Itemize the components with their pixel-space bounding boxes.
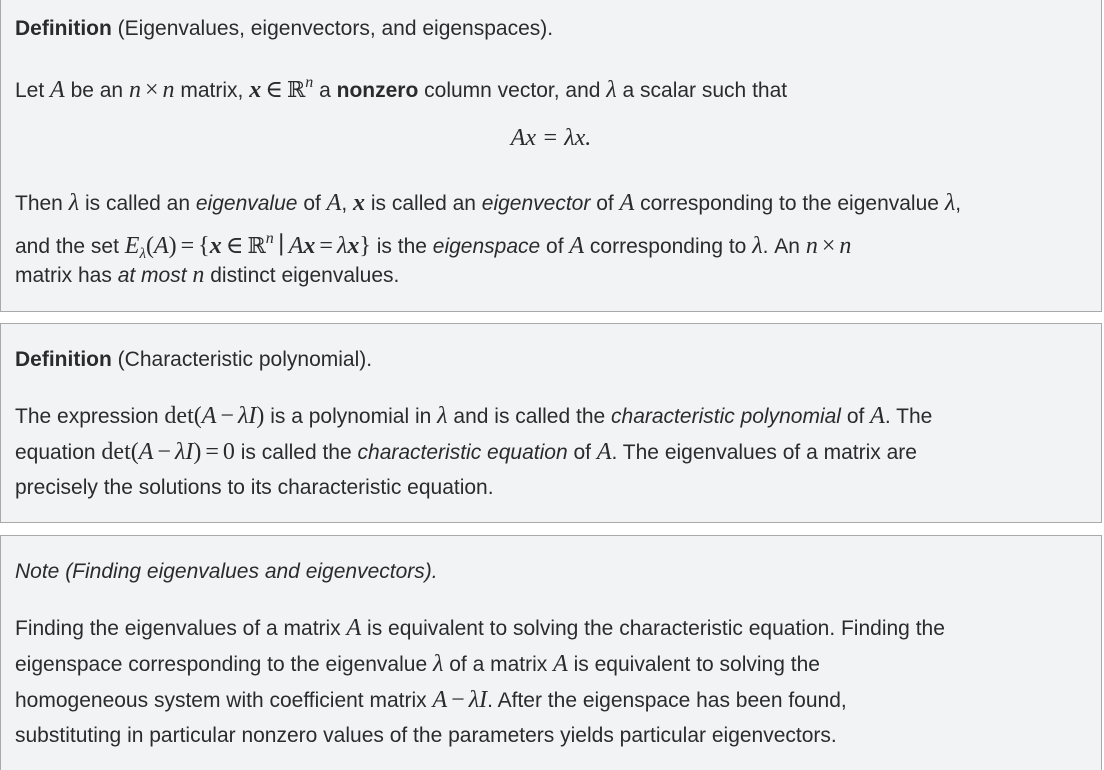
text: be an — [70, 79, 124, 102]
paragraph-line — [15, 474, 494, 502]
math-x: x — [209, 233, 222, 259]
text: of — [846, 405, 865, 428]
math-A: A — [201, 403, 217, 429]
math-in: ∈ — [225, 233, 244, 259]
text: precisely the solutions to its characteristic equation. — [15, 476, 494, 499]
heading-title: (Eigenvalues, eigenvectors, and eigenspaces). — [117, 17, 554, 40]
text: . The eigenvalues of a matrix are — [611, 441, 917, 464]
math-n: n — [265, 230, 274, 247]
math-det: det — [101, 439, 131, 465]
math-I: I — [479, 687, 488, 713]
text: Finding the eigenvalues of a matrix — [15, 617, 341, 640]
math-lambda: λ — [237, 403, 249, 429]
heading-title: (Characteristic polynomial). — [117, 348, 373, 371]
math-minus: − — [451, 687, 465, 713]
math-x: x — [347, 233, 360, 259]
math-in: ∈ — [265, 77, 283, 103]
text: eigenspace corresponding to the eigenvalue — [15, 653, 428, 676]
math-A: A — [288, 233, 304, 259]
text: column vector, and — [424, 79, 601, 102]
text: , — [955, 192, 962, 215]
paragraph-line: and the set $E_\lambda(A) = \{x$ ∈ ℝ$^n$ ∣ Ax = λx} is the eigenspace of A corresponding to λ. An n × n — [15, 230, 852, 262]
text-bold: nonzero — [336, 79, 419, 102]
text-italic: characteristic polynomial — [611, 405, 841, 428]
math-lambda: λ — [432, 651, 444, 677]
math-det: det — [164, 403, 194, 429]
text: is a polynomial in — [270, 405, 432, 428]
math-n: n — [805, 233, 818, 259]
text: is the — [376, 235, 427, 258]
math-eq: = — [180, 233, 195, 259]
text: of — [546, 235, 564, 258]
text: is called an — [84, 192, 191, 215]
text: Let — [15, 79, 45, 102]
math-A: A — [870, 403, 885, 429]
math-lambda: λ — [336, 233, 348, 259]
math-times: × — [144, 77, 159, 103]
definition-eigen-box — [0, 0, 1102, 312]
text: of — [596, 192, 614, 215]
math-n: n — [192, 262, 205, 288]
text: is equivalent to solving the characteristic equation. Finding the — [367, 617, 945, 640]
note-finding-box — [0, 535, 1102, 770]
math-n: n — [162, 77, 175, 103]
text: homogeneous system with coefficient matrix — [15, 689, 427, 712]
block-heading — [15, 558, 438, 586]
text-italic: eigenspace — [432, 235, 541, 258]
math-bar: ∣ — [277, 233, 285, 259]
paragraph-line — [15, 686, 847, 715]
math-eq: = — [205, 439, 219, 465]
math-zero: 0 — [222, 439, 235, 465]
math-n: n — [839, 233, 852, 259]
text: . After the eigenspace has been found, — [487, 689, 847, 712]
paragraph-line — [15, 189, 961, 218]
text-italic: eigenvalue — [195, 192, 298, 215]
text: and the set — [15, 235, 119, 258]
math-x: x — [303, 233, 316, 259]
paragraph-line — [15, 261, 399, 290]
heading-label: Definition — [15, 17, 112, 40]
text: Then — [15, 192, 63, 215]
math-A: A — [619, 190, 635, 216]
math-A: A — [569, 233, 585, 259]
text: a — [319, 79, 331, 102]
math-A: A — [153, 233, 169, 259]
text: corresponding to the eigenvalue — [640, 192, 939, 215]
math-A: A — [553, 651, 568, 677]
math-lambda: λ — [139, 246, 146, 262]
text: and is called the — [453, 405, 606, 428]
text-italic: at most — [117, 264, 187, 287]
math-I: I — [185, 439, 194, 465]
text: of — [303, 192, 321, 215]
text: is called an — [370, 192, 476, 215]
text: is called the — [240, 441, 352, 464]
text: is equivalent to solving the — [573, 653, 820, 676]
paragraph-line — [15, 69, 787, 105]
math-lambda: λ — [174, 439, 186, 465]
math-minus: − — [220, 403, 234, 429]
block-heading — [15, 15, 553, 43]
text: The expression — [15, 405, 159, 428]
text-italic: characteristic equation — [357, 441, 568, 464]
block-heading — [15, 346, 372, 374]
text: substituting in particular nonzero values of the parameters yields particular eigenvectors. — [15, 724, 837, 747]
text: . The — [884, 405, 933, 428]
math-A: A — [432, 687, 448, 713]
math-A: A — [346, 615, 362, 641]
text-italic: eigenvector — [481, 192, 591, 215]
paragraph-line — [15, 614, 945, 643]
math-eq: = — [319, 233, 333, 259]
text: of — [573, 441, 591, 464]
math-lambda: λ — [468, 687, 480, 713]
math-lambda: λ — [68, 190, 80, 216]
math-minus: − — [157, 439, 171, 465]
paragraph-line — [15, 722, 837, 750]
equation-display: Ax = λx. — [510, 125, 592, 151]
text: corresponding to — [589, 235, 747, 258]
text: distinct eigenvalues. — [210, 264, 400, 287]
math-A: A — [138, 439, 154, 465]
math-A: A — [50, 77, 65, 103]
math-lambda: λ — [752, 233, 763, 259]
text: . An — [762, 235, 800, 258]
paragraph-line — [15, 650, 820, 679]
math-n: n — [128, 77, 141, 103]
math-R: ℝ — [247, 234, 266, 259]
math-x: x — [249, 77, 262, 103]
heading-title: Note (Finding eigenvalues and eigenvectors). — [15, 560, 438, 583]
paragraph-line: The expression det(A − λI) is a polynomial in λ and is called the characteristic polynomial of A. The — [15, 403, 933, 429]
math-A: A — [326, 190, 342, 216]
text: matrix has — [15, 264, 112, 287]
math-R: ℝ — [286, 78, 306, 103]
math-A: A — [596, 439, 612, 465]
math-n: n — [305, 74, 314, 91]
text: matrix, — [180, 79, 244, 102]
math-times: × — [821, 233, 836, 259]
text: a scalar such that — [622, 79, 788, 102]
math-lambda: λ — [606, 77, 617, 103]
definition-charpoly-box — [0, 323, 1102, 523]
heading-label: Definition — [15, 348, 112, 371]
text: , — [341, 192, 348, 215]
paragraph-line: equation det(A − λI) = 0 is called the characteristic equation of A. The eigenvalues of a matrix are — [15, 439, 917, 465]
text: of a matrix — [449, 653, 548, 676]
text: equation — [15, 441, 96, 464]
math-lambda: λ — [437, 403, 448, 429]
math-x: x — [353, 190, 366, 216]
math-E: E — [124, 233, 140, 259]
math-lambda: λ — [944, 190, 956, 216]
math-I: I — [248, 403, 257, 429]
